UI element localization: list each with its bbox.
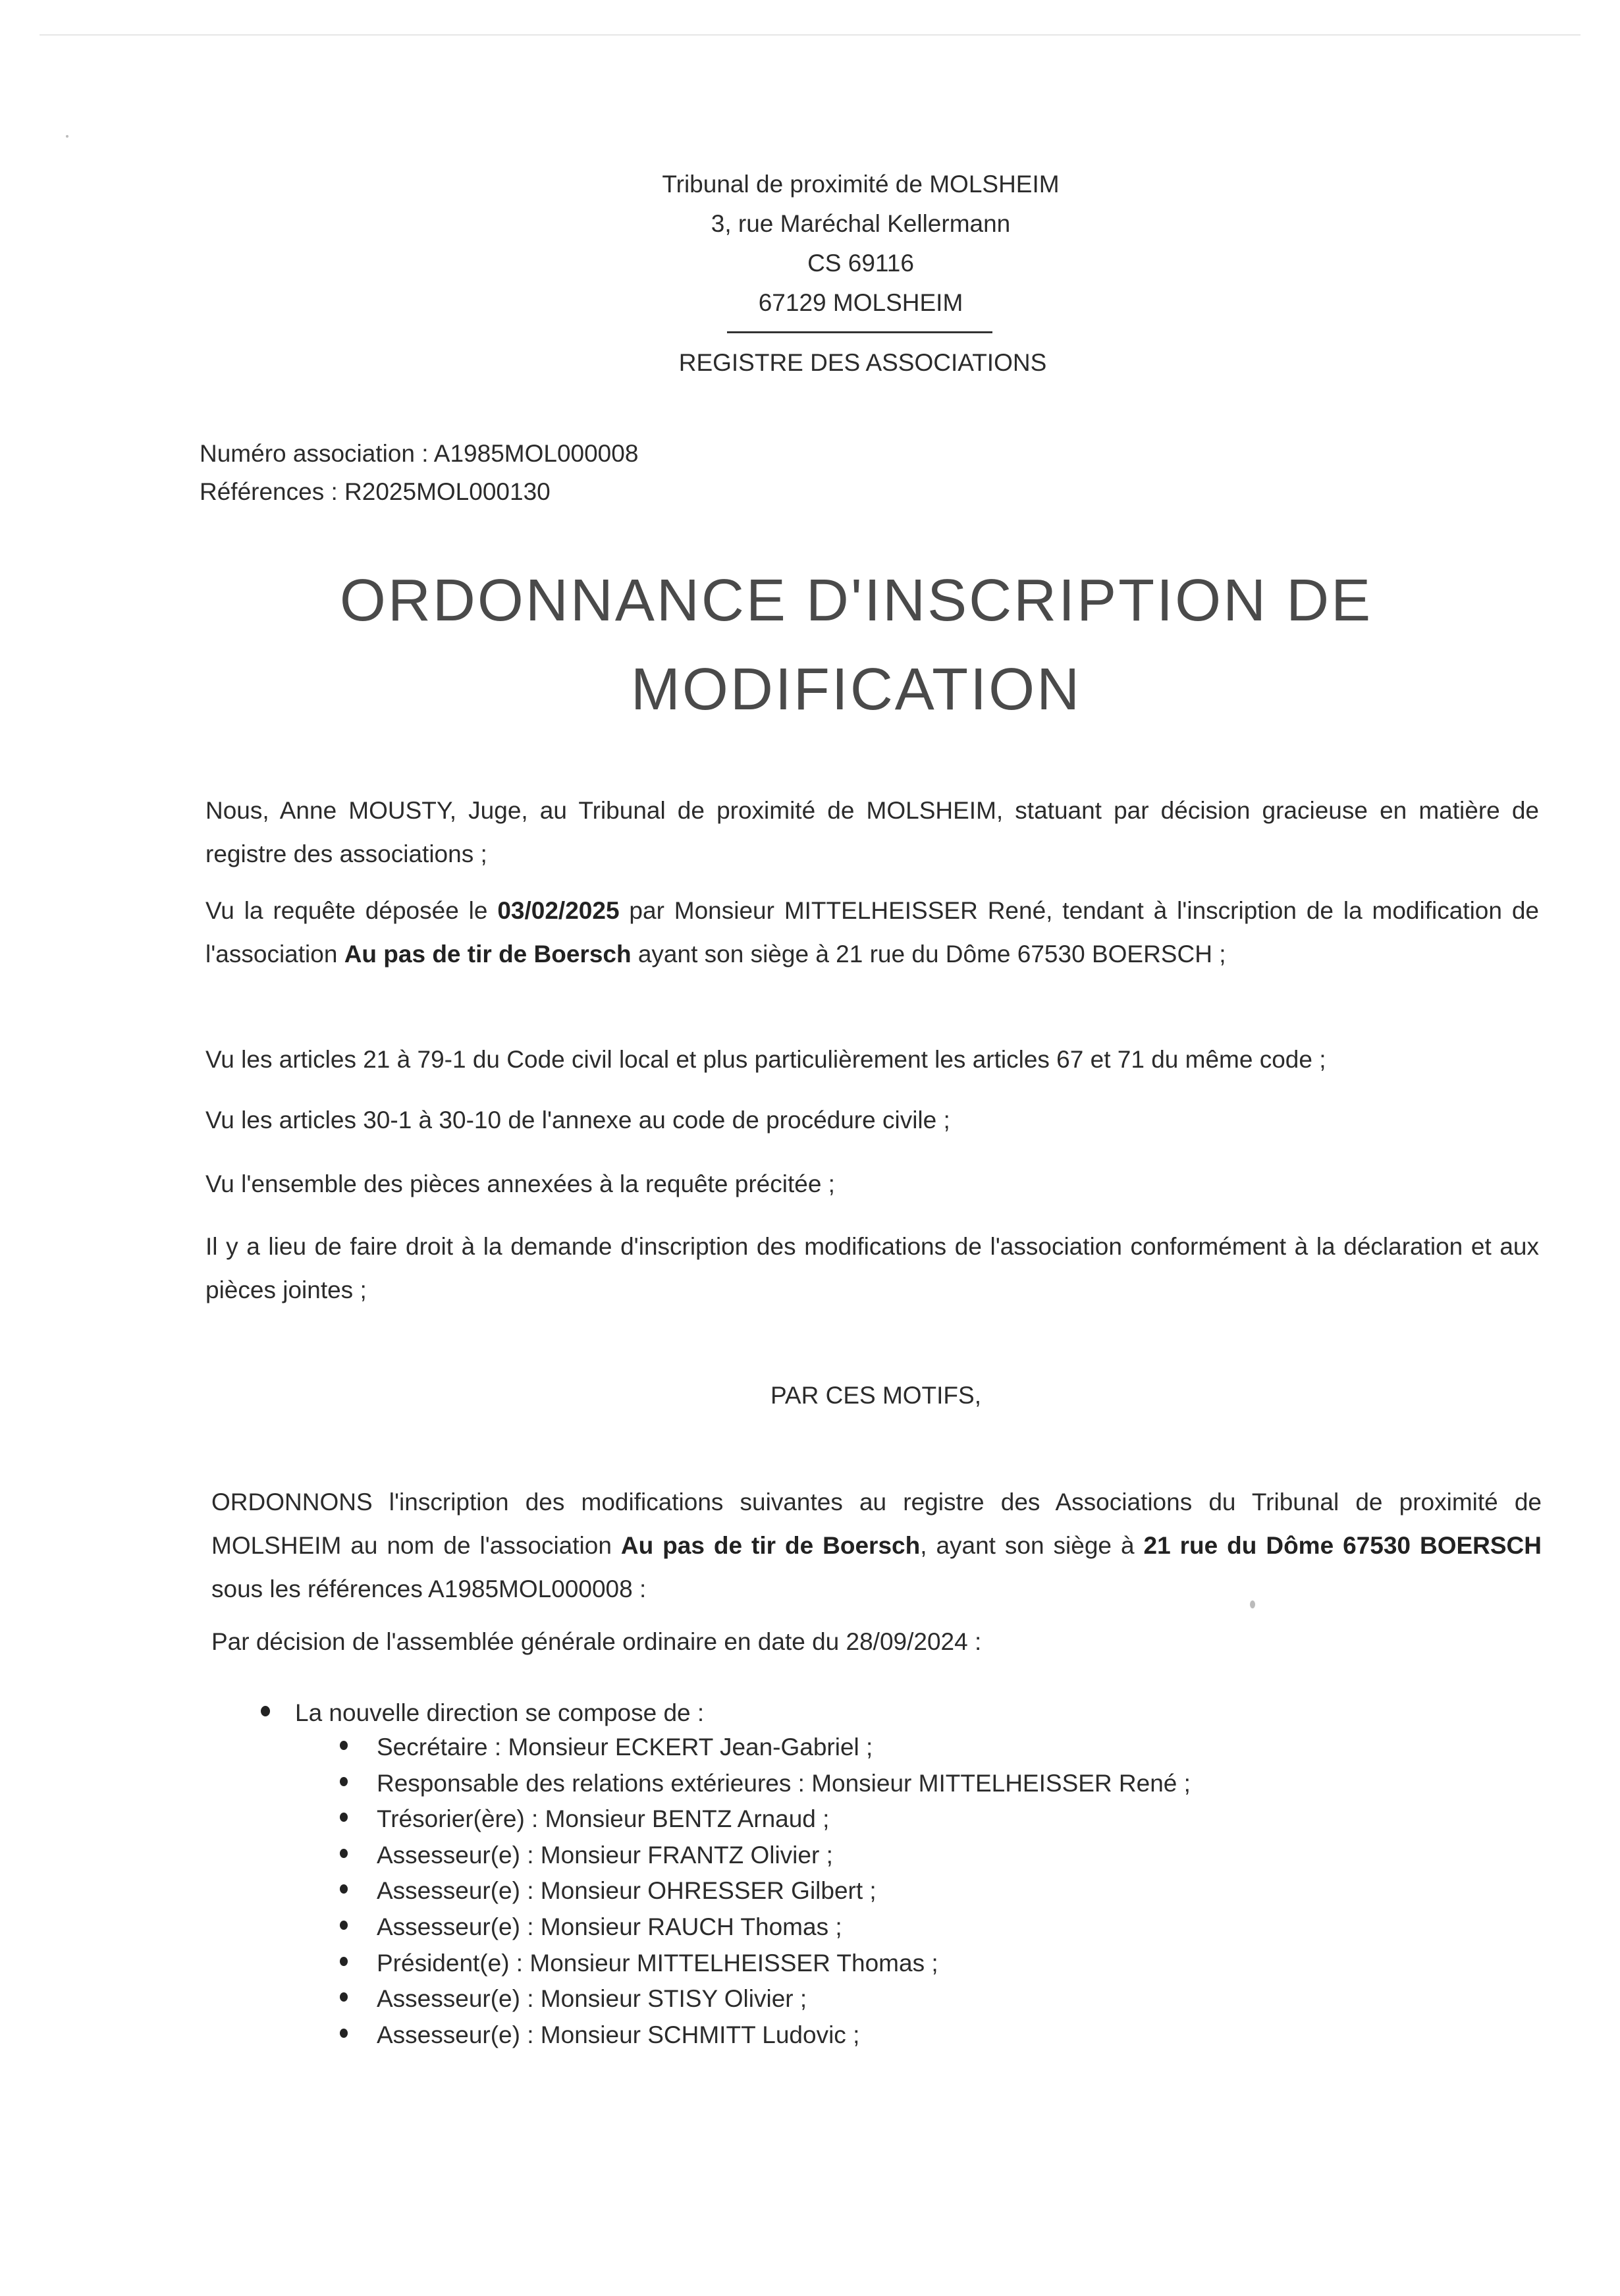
header-divider [727,331,992,333]
registry-label: REGISTRE DES ASSOCIATIONS [678,349,1047,376]
bullet-icon [340,1992,348,2002]
paragraph-code-civil: Vu les articles 21 à 79-1 du Code civil local et plus particulièrement les articles 67 et 71 du même code ; [205,1046,1326,1073]
text: ayant son siège à 21 rue du Dôme 67530 BOERSCH ; [631,941,1226,968]
list-item: Assesseur(e) : Monsieur FRANTZ Olivier ; [377,1841,833,1869]
paragraph-procedure: Vu les articles 30-1 à 30-10 de l'annexe au code de procédure civile ; [205,1107,950,1134]
list-heading: La nouvelle direction se compose de : [295,1699,705,1726]
paragraph-judge: Nous, Anne MOUSTY, Juge, au Tribunal de proximité de MOLSHEIM, statuant par décision gracieuse en matière de registre des associations ; [205,797,1539,867]
scan-speck [66,135,68,138]
list-item: Secrétaire : Monsieur ECKERT Jean-Gabriel ; [377,1734,873,1761]
text: sous les références A1985MOL000008 : [211,1575,647,1602]
list-item: Assesseur(e) : Monsieur STISY Olivier ; [377,1985,807,2013]
paragraph-request [205,889,1539,976]
court-name: Tribunal de proximité de MOLSHEIM [662,171,1060,198]
text: Vu la requête déposée le [205,897,498,924]
court-street: 3, rue Maréchal Kellermann [711,210,1011,237]
bullet-icon [261,1706,270,1716]
list-item: Assesseur(e) : Monsieur RAUCH Thomas ; [377,1913,842,1940]
bullet-icon [340,1884,348,1894]
references-block [200,435,638,511]
text: , ayant son siège à [920,1532,1144,1559]
bullet-icon [340,2029,348,2038]
text: par Monsieur MITTELHEISSER René, tendant à l'inscription de la modification de l'association [205,897,1540,968]
title-line-1: ORDONNANCE D'INSCRIPTION DE [339,568,1373,634]
request-date: 03/02/2025 [497,897,620,924]
bullet-icon [340,1921,348,1930]
court-header [0,165,1620,323]
document-title [0,557,1620,734]
list-item: Assesseur(e) : Monsieur OHRESSER Gilbert ; [377,1877,877,1905]
association-name: Au pas de tir de Boersch [620,1532,921,1559]
paragraph-pieces: Vu l'ensemble des pièces annexées à la requête précitée ; [205,1170,835,1197]
reference-number: Références : R2025MOL000130 [200,478,551,505]
title-line-2: MODIFICATION [630,657,1082,723]
scan-speck [1250,1600,1255,1608]
list-item: Président(e) : Monsieur MITTELHEISSER Thomas ; [377,1949,938,1977]
bullet-icon [340,1777,348,1786]
list-item: Assesseur(e) : Monsieur SCHMITT Ludovic ; [377,2021,860,2048]
court-cs: CS 69116 [807,250,914,277]
bullet-icon [340,1957,348,1966]
court-city: 67129 MOLSHEIM [758,289,963,316]
bullet-icon [340,1741,348,1750]
paragraph-assemblee: Par décision de l'assemblée générale ordinaire en date du 28/09/2024 : [211,1628,982,1655]
bullet-icon [340,1813,348,1822]
list-item: Trésorier(ère) : Monsieur BENTZ Arnaud ; [377,1805,830,1833]
association-number: Numéro association : A1985MOL000008 [200,440,639,467]
paragraph-droit: Il y a lieu de faire droit à la demande d'inscription des modifications de l'association conformément à la déclaration et aux pièces jointes ; [205,1233,1539,1303]
paragraph-ordonnons [211,1481,1542,1611]
bullet-icon [340,1849,348,1858]
scan-edge [40,34,1580,36]
association-address: 21 rue du Dôme 67530 BOERSCH [1143,1532,1542,1559]
text: ORDONNONS l'inscription des modifications suivantes au registre des Associations du Tribunal de proximité de MOLSHEIM au nom de l'association [211,1489,1542,1559]
motifs-heading: PAR CES MOTIFS, [770,1382,981,1409]
list-item: Responsable des relations extérieures : Monsieur MITTELHEISSER René ; [377,1769,1191,1797]
association-name: Au pas de tir de Boersch [344,941,632,968]
